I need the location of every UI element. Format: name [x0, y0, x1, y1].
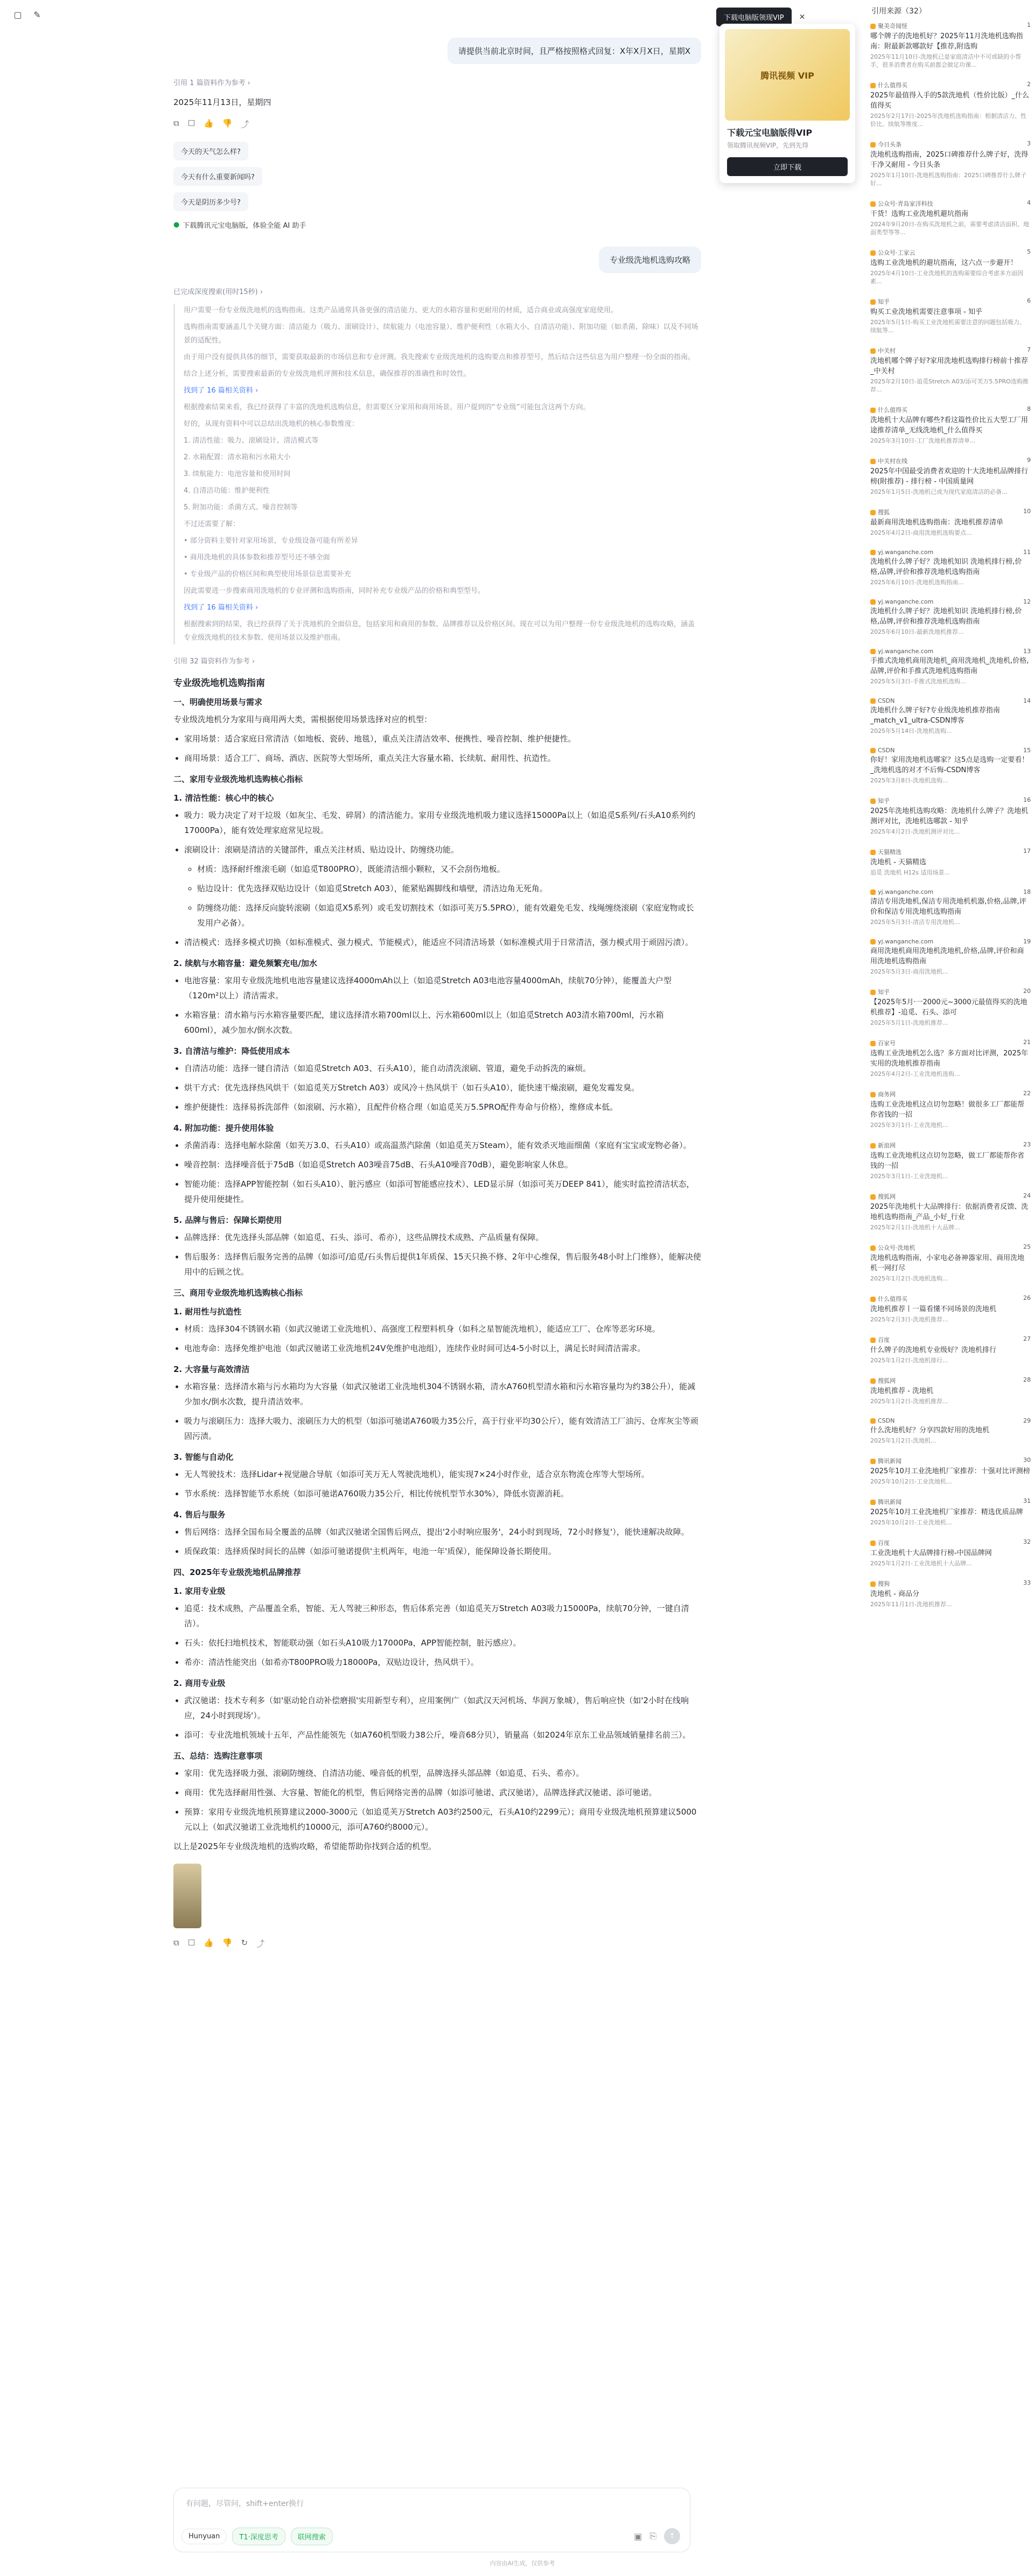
reference-title[interactable]: 购买工业洗地机需要注意事项 - 知乎 — [870, 308, 982, 316]
reference-title[interactable]: 洗地机十大品牌有哪些?看这篇性价比五大型工厂用途推荐清单_无线洗地机_什么值得买 — [870, 416, 1028, 435]
reference-title[interactable]: 洗地机什么牌子好？洗地机知识 洗地机排行榜,价格,品牌,评价和推荐洗地机选购指南 — [870, 558, 1022, 576]
message-actions — [173, 1938, 701, 1949]
reference-snippet: 2025年4月10日-工业洗地机的选购需要综合考虑多方面因素... — [870, 270, 1023, 285]
close-icon[interactable]: ✕ — [799, 12, 806, 22]
source-icon — [870, 201, 876, 207]
reference-item[interactable] — [870, 1497, 1031, 1527]
reference-title[interactable]: 什么牌子的洗地机专业级好？洗地机排行 — [870, 1346, 997, 1354]
source-icon — [870, 939, 876, 944]
reference-snippet: 2025年5月1日-购买工业洗地机需要注意的问题包括吸力、续航等... — [870, 319, 1025, 334]
reference-title[interactable]: 手推式洗地机商用洗地机_商用洗地机_洗地机,价格,品牌,评价和手推式洗地机选购指南 — [870, 657, 1029, 675]
reference-source: 搜狐网 24 — [870, 1192, 1031, 1201]
chat-input-box[interactable] — [173, 2488, 690, 2552]
reference-source: 商务网 22 — [870, 1090, 1031, 1098]
reference-item[interactable] — [870, 1417, 1031, 1445]
reference-source: CSDN 29 — [870, 1417, 1031, 1424]
reference-snippet: 2025年1月10日-洗地机选购指南：2025口碑推荐什么牌子好... — [870, 172, 1026, 187]
reference-title[interactable]: 什么洗地机好？分享四款好用的洗地机 — [870, 1426, 990, 1434]
reference-item[interactable] — [870, 598, 1031, 636]
reference-source: 百度 27 — [870, 1335, 1031, 1344]
references-header: 引用来源（32） — [871, 7, 926, 16]
upload-image-icon[interactable]: ▣ — [634, 2531, 642, 2542]
reference-snippet: 2025年1月2日-洗地机推荐... — [870, 1398, 948, 1405]
reference-item[interactable] — [870, 1243, 1031, 1283]
reference-item[interactable] — [870, 297, 1031, 334]
top-left-icons — [12, 9, 43, 20]
dislike-icon[interactable]: 👎 — [222, 1938, 233, 1948]
reference-item[interactable] — [870, 1039, 1031, 1078]
reference-source: 腾讯新闻 31 — [870, 1497, 1031, 1506]
reference-source: 知乎 20 — [870, 988, 1031, 996]
chat-area — [173, 38, 701, 1958]
sources-found-link[interactable]: 找到了 16 篇相关资料 › — [184, 604, 258, 612]
answer-text: 2025年11月13日，星期四 — [173, 97, 271, 107]
source-icon — [870, 1581, 876, 1587]
reference-snippet: 2025年5月14日-洗地机选购... — [870, 727, 952, 734]
source-icon — [870, 1338, 876, 1343]
reference-source: 聚美奇闻怪 1 — [870, 22, 1031, 30]
new-chat-icon[interactable]: ✎ — [33, 9, 41, 20]
reference-snippet: 2025年2月17日-2025年洗地机选购指南：根据清洁力、性价比、续航等维度... — [870, 113, 1026, 128]
source-icon — [870, 1418, 876, 1424]
reference-title[interactable]: 选购工业洗地机这点切勿忽略，做工厂都能帮你省钱的一招 — [870, 1152, 1025, 1170]
reference-source: 知乎 6 — [870, 297, 1031, 306]
source-icon — [870, 142, 876, 148]
reference-source: 百家号 21 — [870, 1039, 1031, 1047]
bookmark-icon[interactable]: ☐ — [187, 118, 195, 128]
bookmark-icon[interactable]: ☐ — [187, 1938, 195, 1948]
source-icon — [870, 850, 876, 855]
reference-note[interactable]: 引用 32 篇资料作为参考 › — [173, 657, 255, 666]
reference-source: 搜狐 10 — [870, 508, 1031, 516]
reference-title[interactable]: 2025年最值得入手的5款洗地机（性价比版）_什么值得买 — [870, 92, 1029, 110]
reference-title[interactable]: 选购工业洗地机这点切勿忽略！做很多工厂都能帮你省钱的一招 — [870, 1101, 1025, 1119]
reference-source: CSDN 14 — [870, 697, 1031, 704]
reference-snippet: 2025年3月1日-工业洗地机... — [870, 1173, 948, 1180]
reference-item[interactable] — [870, 81, 1031, 128]
suggestion[interactable]: 今天有什么重要新闻吗? — [173, 167, 262, 186]
reference-title[interactable]: 洗地机选购指南，小家电必备神器家用、商用洗地机一网打尽 — [870, 1254, 1025, 1272]
reference-title[interactable]: 选购工业洗地机的避坑指南，这六点一步避开！ — [870, 259, 1018, 267]
reference-snippet: 2025年4月2日-工业洗地机选购... — [870, 1070, 960, 1077]
sidebar-toggle-icon[interactable]: ▢ — [13, 9, 22, 20]
model-selector[interactable]: Hunyuan — [181, 2529, 227, 2544]
guide-title: 专业级洗地机选购指南 — [173, 678, 265, 689]
reference-title[interactable]: 洗地机选购指南，2025口碑推荐什么牌子好，洗得干净又耐用 - 今日头条 — [870, 151, 1029, 169]
message-actions — [173, 118, 701, 130]
reference-item[interactable] — [870, 1376, 1031, 1405]
reference-snippet: 2025年6月10日-最新洗地机推荐... — [870, 628, 964, 635]
reference-title[interactable]: 2025年10月工业洗地机厂家推荐：十强对比评测榜 — [870, 1467, 1030, 1475]
source-icon — [870, 799, 876, 804]
reference-item[interactable] — [870, 1579, 1031, 1608]
share-icon[interactable]: ⤴ — [241, 120, 249, 129]
reference-source: 什么值得买 26 — [870, 1294, 1031, 1303]
reference-item[interactable] — [870, 1294, 1031, 1324]
web-search-toggle[interactable]: 联网搜索 — [291, 2528, 333, 2545]
reference-note[interactable]: 引用 1 篇资料作为参考 › — [173, 79, 250, 87]
reference-snippet: 2024年9月20日-在购买洗地机之前，需要考虑清洁面积、地面类型等等... — [870, 221, 1029, 236]
reference-source: yj.wanganche.com 13 — [870, 648, 1031, 655]
reference-item[interactable] — [870, 140, 1031, 187]
source-icon — [870, 1297, 876, 1302]
source-icon — [870, 1041, 876, 1046]
reference-title[interactable]: 商用洗地机商用洗地机洗地机,价格,品牌,评价和商用洗地机选购指南 — [870, 947, 1024, 965]
source-icon — [870, 698, 876, 704]
reference-snippet: 2025年10月2日-工业洗地机... — [870, 1478, 952, 1485]
source-icon — [870, 1092, 876, 1097]
reference-source: 公众号·青岛家洋科技 4 — [870, 199, 1031, 208]
reference-source: 腾讯新闻 30 — [870, 1457, 1031, 1465]
reference-snippet: 2025年1月2日-洗地机排行... — [870, 1357, 948, 1364]
source-icon — [870, 599, 876, 605]
reference-item[interactable] — [870, 1335, 1031, 1364]
references-panel — [870, 5, 1031, 1620]
reference-item[interactable] — [870, 405, 1031, 445]
reference-snippet: 2025年1月2日-洗地机... — [870, 1437, 937, 1444]
reference-source: 中关村 7 — [870, 346, 1031, 355]
source-icon — [870, 299, 876, 305]
reference-item[interactable] — [870, 22, 1031, 69]
reference-title[interactable]: 洗地机哪个牌子好?家用洗地机选购排行榜前十推荐_中关村 — [870, 357, 1028, 375]
reference-snippet: 2025年2月10日-追觅Stretch A03/添可芙万5.5PRO选购推荐... — [870, 378, 1029, 393]
thinking-header[interactable]: 已完成深度搜索(用时15秒) › — [173, 288, 263, 296]
reference-snippet: 2025年5月3日-商用洗地机... — [870, 968, 948, 975]
source-icon — [870, 459, 876, 464]
reference-item[interactable] — [870, 1090, 1031, 1129]
reference-snippet: 2025年1月2日-工业洗地机十大品牌... — [870, 1560, 972, 1567]
reference-snippet: 2025年11月1日-洗地机推荐... — [870, 1601, 952, 1608]
reference-source: 搜狗 33 — [870, 1579, 1031, 1588]
reference-item[interactable] — [870, 796, 1031, 836]
reference-item[interactable] — [870, 1141, 1031, 1180]
reference-source: 天猫精选 17 — [870, 848, 1031, 856]
reference-title[interactable]: 洗地机 - 商品分 — [870, 1590, 919, 1598]
source-icon — [870, 1378, 876, 1384]
source-icon — [870, 550, 876, 555]
source-icon — [870, 1459, 876, 1464]
deep-think-toggle[interactable]: T1·深度思考 — [232, 2528, 285, 2545]
source-icon — [870, 1541, 876, 1546]
like-icon[interactable]: 👍 — [204, 118, 214, 128]
reference-source: yj.wanganche.com 18 — [870, 888, 1031, 895]
source-icon — [870, 649, 876, 654]
reference-item[interactable] — [870, 1457, 1031, 1486]
source-icon — [870, 1194, 876, 1200]
source-icon — [870, 510, 876, 515]
reference-item[interactable] — [870, 346, 1031, 394]
reference-title[interactable]: 2025年洗地机选购攻略：洗地机什么牌子？洗地机测评对比，洗地机选哪款 - 知乎 — [870, 807, 1029, 825]
reference-snippet: 2025年3月8日-洗地机选购... — [870, 777, 948, 784]
reference-snippet: 2025年10月2日-工业洗地机... — [870, 1519, 952, 1526]
reference-item[interactable] — [870, 248, 1031, 285]
reference-source: 搜狐网 28 — [870, 1376, 1031, 1385]
reference-item[interactable] — [870, 648, 1031, 685]
popup-subtitle: 领取腾讯视频VIP，先到先得 — [727, 142, 808, 149]
share-icon[interactable]: ⤴ — [256, 1939, 265, 1949]
guide-content: 专业级洗地机选购指南 一、明确使用场景与需求 专业级洗地机分为家用与商用两大类，需根据使用场景选择对应的机型： • 家用场景：适合家庭日常清洁（如地板、瓷砖、地毯），重点关注清洁效率、便携性、噪音控制、维护便捷性。 • 商用场景：适合工厂、商场、酒店、医院等大型场所，重点关注大容量水箱、长续航、耐用性、抗造性。 二、家用专业级洗地机选购核心指标 1. 清洁性能：核心中的核心 • 吸力：吸力决定了对干垃圾（如灰尘、毛发、碎屑）的清洁能力。家用专业级洗地机吸力建议选择15000Pa以上（如追觅S系列/石头A10系列约17000Pa），能有效处理家庭常见垃圾。 • 滚刷设计：滚刷是清洁的关键部件，重点关注材质、贴边设计、防缠绕功能。 ◦ 材质：选择耐纤维滚毛刷（如追觅T800PRO），既能清洁细小颗粒，又不会刮伤地板。 ◦ 贴边设计：优先选择双贴边设计（如追觅Stretch A03），能紧贴踢脚线和墙壁，清洁边角无死角。 ◦ 防缠绕功能：选择反向旋转滚刷（如追觅X5系列）或毛发切割技术（如添可芙万5.5PRO），能有效避免毛发、线绳缠绕滚刷（家庭宠物或长发用户必备）。 • 清洁模式：选择多模式切换（如标准模式、强力模式、节能模式），能适应不同清洁场景（如标准模式用于日常清洁，强力模式用于顽固污渍）。 2. 续航与水箱容量：避免频繁充电/加水 • 电池容量：家用专业级洗地机电池容量建议选择4000mAh以上（如追觅Stretch A03电池容量4000mAh，续航70分钟），能覆盖大户型（120m²以上）清洁需求。 • 水箱容量：清水箱与污水箱容量要匹配，建议选择清水箱700ml以上、污水箱600ml以上（如追觅Stretch A03清水箱700ml，污水箱600ml），减少加水/倒水次数。 3. 自清洁与维护：降低使用成本 • 自清洁功能：选择一键自清洁（如追觅Stretch A03、石头A10），能自动清洗滚刷、管道，避免手动拆洗的麻烦。 • 烘干方式：优先选择热风烘干（如追觅芙万Stretch A03）或风冷＋热风烘干（如石头A10），能快速干燥滚刷，避免发霉发臭。 • 维护便捷性：选择易拆洗部件（如滚刷、污水箱），且配件价格合理（如追觅芙万5.5PRO配件寿命与价格），维修成本低。 4. 附加功能：提升使用体验 • 杀菌消毒：选择电解水除菌（如芙万3.0、石头A10）或高温蒸汽除菌（如追觅芙万Steam），能有效杀灭地面细菌（家庭有宝宝或宠物必备）。 • 噪音控制：选择噪音低于75dB（如追觅Stretch A03噪音75dB、石头A10噪音70dB），避免影响家人休息。 • 智能功能：选择APP智能控制（如石头A10）、脏污感应（如添可智能感应技术）、LED显示屏（如添可芙万DEEP 841），能实时监控清洁状态，提升使用便捷性。 5. 品牌与售后：保障长期使用 • 品牌选择：优先选择头部品牌（如追觅、石头、添可、希亦），这些品牌技术成熟、产品质量有保障。 • 售后服务：选择售后服务完善的品牌（如添可/追觅/石头售后提供1年质保、15天只换不修、2年中心维保，售后服务48小时上门维修），能解决使用中的后顾之忧。 三、商用专业级洗地机选购核心指标 1. 耐用性与抗造性 • 材质：选择304不锈钢水箱（如武汉驰诺工业洗地机）、高强度工程塑料机身（如科之星智能洗地机），能适应工厂、仓库等恶劣环境。 • 电池寿命：选择免维护电池（如武汉驰诺工业洗地机24V免维护电池组），连续作业时间可达4-5小时以上，满足长时间清洁需求。 2. 大容量与高效清洁 • 水箱容量：选择清水箱与污水箱均为大容量（如武汉驰诺工业洗地机304不锈钢水箱，清水A760机型清水箱和污水箱容量均为约38公升），能减少加水/倒水次数，提升清洁效率。 • 吸力与滚刷压力：选择大吸力、滚刷压力大的机型（如添可驰诺A760吸力35公斤，高于行业平均30公斤），能有效清洁工厂油污、仓库灰尘等顽固污渍。 3. 智能与自动化 • 无人驾驶技术：选择Lidar+视觉融合导航（如添可芙万无人驾驶洗地机），能实现7×24小时作业，适合京东物流仓库等大型场所。 • 节水系统：选择智能节水系统（如添可驰诺A760吸力35公斤，相比传统机型节水30%），降低水资源消耗。 4. 售后与服务 • 售后网络：选择全国布局全覆盖的品牌（如武汉驰诺全国售后网点，提出'2小时响应服务'，24小时到现场，72小时修复'），能快速解决故障。 • 质保政策：选择质保时间长的品牌（如添可驰诺提供'主机两年，电池一年'质保），能保障设备长期使用。 四、2025年专业级洗地机品牌推荐 1. 家用专业级 • 追觅：技术成熟，产品覆盖全系，智能、无人驾驶三种形态，售后体系完善（如追觅芙万Stretch A03吸力15000Pa，续航70分钟，一键自清洁）。 • 石头：依托扫地机技术，智能联动强（如石头A10吸力17000Pa，APP智能控制，脏污感应）。 • 希亦：清洁性能突出（如希亦T800PRO吸力18000Pa，双贴边设计，热风烘干）。 2. 商用专业级 • 武汉驰诺：技术专利多（如'驱动轮自动补偿磨损'实用新型专利），应用案例广（如武汉天河机场、华润万象城），售后响应快（如'2小时在线响应，24小时到现场'）。 • 添可：专业洗地机领域十五年，产品性能领先（如A760机型吸力38公斤，噪音68分贝），销量高（如2024年京东工业品领域销量排名前三）。 五、总结：选购注意事项 • 家用：优先选择吸力强、滚刷防缠绕、自清洁功能、噪音低的机型，品牌选择头部品牌（如追觅、石头、希亦）。 • 商用：优先选择耐用性强、大容量、智能化的机型，售后网络完善的品牌（如添可驰诺、武汉驰诺），品牌选择武汉驰诺、添可驰诺。 • 预算：家用专业级洗地机预算建议2000-3000元（如追觅芙万Stretch A03约2500元，石头A10约2299元）；商用专业级洗地机预算建议5000元以上（如武汉驰诺工业洗地机约10000元，添可A760约8000元）。 以上是2025年专业级洗地机的选购攻略，希望能帮助你找到合适的机型。 — [173, 675, 701, 1854]
reference-snippet: 2025年3月1日-工业洗地机... — [870, 1122, 948, 1129]
source-icon — [870, 24, 876, 29]
source-icon — [870, 990, 876, 995]
reference-title[interactable]: 哪个牌子的洗地机好？2025年11月洗地机选购指南：附最新款哪款好【推荐,附选购 — [870, 32, 1023, 51]
reference-title[interactable]: 2025年洗地机十大品牌排行：依据消费者反馈、洗地机选购指南_产品_小好_行业 — [870, 1203, 1029, 1221]
reference-title[interactable]: 选购工业洗地机怎么选？多方面对比评测，2025年实用的洗地机推荐指南 — [870, 1049, 1029, 1068]
reference-source: yj.wanganche.com 11 — [870, 549, 1031, 556]
user-message: 专业级洗地机选购攻略 — [599, 247, 701, 273]
reference-item[interactable] — [870, 1192, 1031, 1231]
reference-snippet: 2025年5月3日-手推式洗地机选购... — [870, 678, 966, 685]
reference-source: 百度 32 — [870, 1538, 1031, 1547]
sources-found-link[interactable]: 找到了 16 篇相关资料 › — [184, 387, 258, 395]
reference-title[interactable]: 工业洗地机十大品牌排行榜-中国品牌网 — [870, 1549, 992, 1557]
reference-source: 什么值得买 2 — [870, 81, 1031, 89]
footer-note: 内容由AI生成，仅供参考 — [490, 2560, 555, 2567]
copy-icon[interactable]: ⧉ — [173, 118, 179, 128]
reference-snippet: 2025年11月10日-洗地机已是家庭清洁中不可或缺的小帮手，很多消费者在购买前都会做足功课... — [870, 53, 1021, 68]
reference-snippet: 2025年5月1日-洗地机推荐... — [870, 1019, 948, 1026]
source-icon — [870, 748, 876, 753]
reference-title[interactable]: 洗地机 - 天猫精选 — [870, 858, 926, 866]
suggestion[interactable]: 今天是阴历多少号? — [173, 192, 248, 211]
reference-item[interactable] — [870, 508, 1031, 537]
reference-item[interactable] — [870, 747, 1031, 785]
user-message: 请提供当前北京时间，且严格按照格式回复：X年X月X日，星期X — [448, 38, 701, 64]
video-thumbnail[interactable] — [173, 1864, 201, 1928]
reference-title[interactable]: 洗地机推荐丨一篇看懂不同场景的洗地机 — [870, 1305, 997, 1313]
download-popup — [719, 24, 855, 183]
copy-icon[interactable]: ⧉ — [173, 1938, 179, 1948]
download-button[interactable]: 下载电脑版领现VIP — [716, 8, 792, 26]
like-icon[interactable]: 👍 — [204, 1938, 214, 1948]
source-icon — [870, 408, 876, 413]
reference-snippet: 2025年6月10日-洗地机选购指南... — [870, 579, 964, 586]
reference-title[interactable]: 洗地机什么牌子好？洗地机知识 洗地机排行榜,价格,品牌,评价和推荐洗地机选购指南 — [870, 607, 1022, 626]
reference-source: 公众号·工家云 5 — [870, 248, 1031, 257]
reference-snippet: 2025年2月1日-洗地机十大品牌... — [870, 1224, 960, 1231]
reference-snippet: 追觅 洗地机 H12s 适用场景... — [870, 869, 950, 876]
reference-item[interactable] — [870, 848, 1031, 877]
reference-title[interactable]: 洗地机什么牌子好?专业级洗地机推荐指南_match_v1_ultra-CSDN博客 — [870, 706, 1000, 725]
reference-title[interactable]: 【2025年5月·一2000元~3000元最值得买的洗地机推荐】-追觅、石头、添可 — [870, 998, 1028, 1017]
reference-item[interactable] — [870, 888, 1031, 926]
reference-item[interactable] — [870, 549, 1031, 586]
reference-source: 今日头条 3 — [870, 140, 1031, 149]
promo-image: 腾讯视频 VIP — [725, 29, 850, 121]
source-icon — [870, 250, 876, 256]
dislike-icon[interactable]: 👎 — [222, 118, 233, 128]
attach-file-icon[interactable]: ⎘ — [649, 2531, 656, 2541]
reference-item[interactable] — [870, 697, 1031, 735]
chat-input[interactable]: 有问题，尽管问，shift+enter换行 — [186, 2500, 304, 2508]
reference-item[interactable] — [870, 199, 1031, 236]
source-icon — [870, 1245, 876, 1251]
reference-source: 什么值得买 8 — [870, 405, 1031, 414]
reference-source: CSDN 15 — [870, 747, 1031, 754]
reference-snippet: 2025年2月3日-洗地机推荐... — [870, 1316, 948, 1323]
reference-item[interactable] — [870, 1538, 1031, 1567]
popup-download-button[interactable]: 立即下载 — [727, 157, 848, 176]
reference-title[interactable]: 你好！家用洗地机选哪家？这5点是选购一定要看！_洗地机选的对才不后悔-CSDN博客 — [870, 756, 1029, 774]
reference-title[interactable]: 2025年中国最受消费者欢迎的十大洗地机品牌排行榜(附推荐) - 排行榜 - 中国质量网 — [870, 467, 1029, 486]
reference-snippet: 2025年1月2日-洗地机选购... — [870, 1275, 948, 1282]
reference-title[interactable]: 清洁专用洗地机,保洁专用洗地机机器,价格,品牌,评价和保洁专用洗地机选购指南 — [870, 898, 1026, 916]
reference-snippet: 2025年1月5日-洗地机已成为现代家庭清洁的必备... — [870, 488, 1008, 495]
suggestion[interactable]: 今天的天气怎么样? — [173, 142, 248, 160]
regenerate-icon[interactable]: ↻ — [241, 1938, 248, 1948]
reference-snippet: 2025年3月10日-工厂洗地机推荐清单... — [870, 437, 976, 444]
reference-title[interactable]: 洗地机推荐 - 洗地机 — [870, 1387, 933, 1395]
yuanbao-icon: ● — [173, 221, 180, 229]
reference-snippet: 2025年4月2日-商用洗地机选购要点... — [870, 529, 972, 536]
reference-source: 中关村在线 9 — [870, 457, 1031, 465]
source-icon — [870, 83, 876, 88]
reference-item[interactable] — [870, 938, 1031, 976]
source-icon — [870, 1500, 876, 1505]
reference-title[interactable]: 最新商用洗地机选购指南：洗地机推荐清单 — [870, 519, 1004, 527]
reference-source: 知乎 16 — [870, 796, 1031, 805]
reference-item[interactable] — [870, 457, 1031, 496]
send-button[interactable]: ↑ — [664, 2528, 680, 2544]
reference-snippet: 2025年4月2日-洗地机测评对比... — [870, 828, 960, 835]
popup-title: 下载元宝电脑版得VIP — [727, 128, 813, 138]
download-banner[interactable]: ● 下载腾讯元宝电脑版，体验全能 AI 助手 — [173, 221, 306, 230]
source-icon — [870, 890, 876, 895]
thinking-process: 用户需要一份专业级洗地机的选购指南。这类产品通常具备更强的清洁能力、更大的水箱容量和更耐用的材质，适合商业或高强度家庭使用。 选购指南需要涵盖几个关键方面：清洁能力（吸力、滚刷设计）、续航能力（电池容量）、维护便利性（水箱大小、自清洁功能）、附加功能（如杀菌、除味）以及不同场景的适配性。 由于用户没有提供具体的细节，需要获取最新的市场信息和专业评测。我先搜索专业级洗地机的选购要点和推荐型号，然后结合这些信息为用户整理一份全面的指南。 结合上述分析，需要搜索最新的专业级洗地机评测和技术信息，确保推荐的准确性和时效性。 找到了 16 篇相关资料 › 根据搜索结果来看，我已经获得了丰富的洗地机选购信息，但需要区分家用和商用场景。用户提到的“专业级”可能包含这两个方向。 好的，从现有资料中可以总结出洗地机的核心参数维度： 1. 清洁性能：吸力、滚刷设计、清洁模式等 2. 水箱配置：清水箱和污水箱大小 3. 续航能力：电池容量和使用时间 4. 自清洁功能：维护便利性 5. 附加功能：杀菌方式、噪音控制等 不过还需要了解： • 部分资料主要针对家用场景，专业级设备可能有所差异 • 商用洗地机的具体参数和推荐型号还不够全面 • 专业级产品的价格区间和典型使用场景信息需要补充 因此需要进一步搜索商用洗地机的专业评测和选购指南，同时补充专业级产品的价格和典型型号。 找到了 16 篇相关资料 › 根据搜索到的结果，我已经获得了关于洗地机的全面信息，包括家用和商用的参数、品牌推荐以及价格区间。现在可以为用户整理一份专业级洗地机的选购攻略，涵盖专业级洗地机的技术参数、使用场景以及维护指南。 — [173, 304, 701, 645]
reference-source: 新浪网 23 — [870, 1141, 1031, 1150]
reference-title[interactable]: 干货！选购工业洗地机避坑指南 — [870, 210, 969, 218]
reference-item[interactable] — [870, 988, 1031, 1027]
reference-source: 公众号·洗地机 25 — [870, 1243, 1031, 1252]
reference-snippet: 2025年5月3日-清洁专用洗地机... — [870, 919, 960, 926]
reference-source: yj.wanganche.com 12 — [870, 598, 1031, 605]
reference-source: yj.wanganche.com 19 — [870, 938, 1031, 945]
source-icon — [870, 348, 876, 354]
reference-title[interactable]: 2025年10月工业洗地机厂家推荐：精选优质品牌 — [870, 1508, 1023, 1516]
source-icon — [870, 1143, 876, 1149]
